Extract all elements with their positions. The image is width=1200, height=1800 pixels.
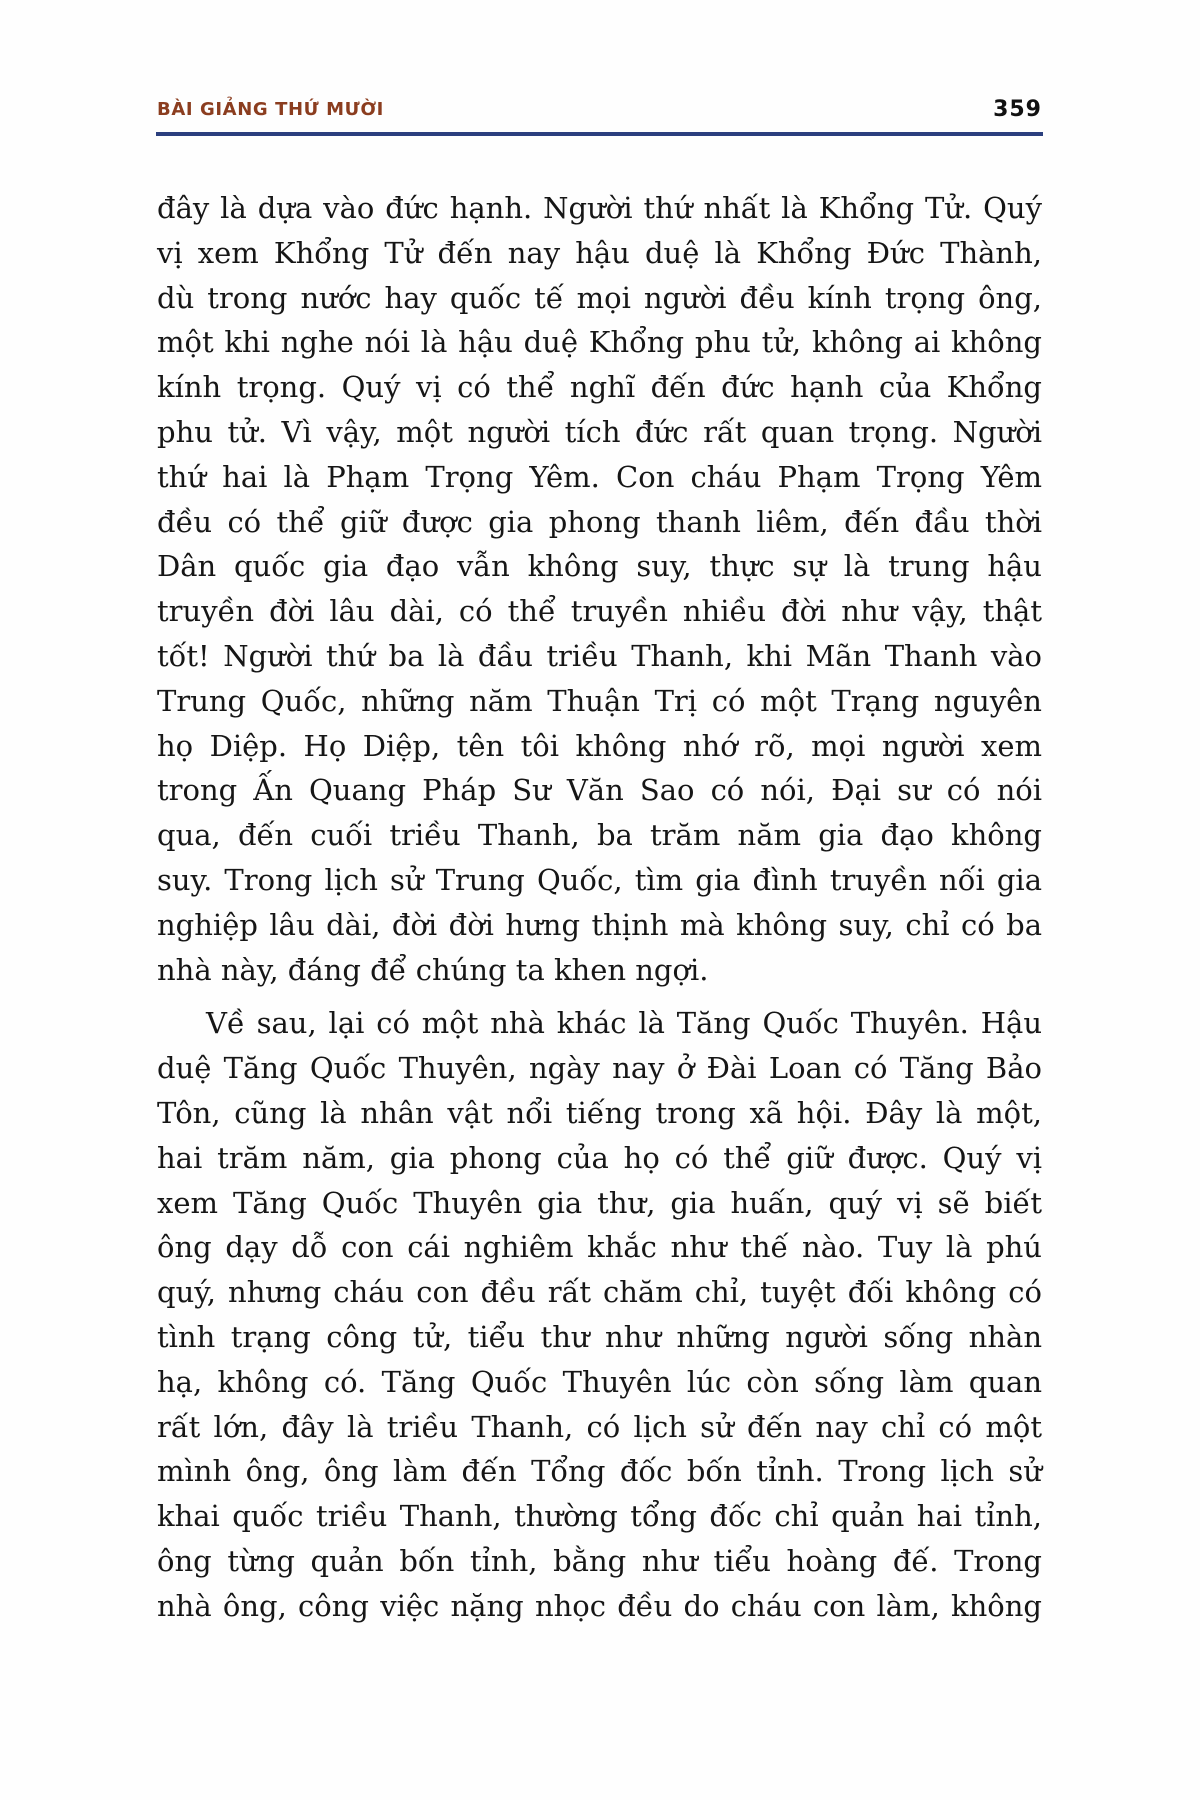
text-line: Về sau, lại có một nhà khác là Tăng Quốc Thuyên. Hậu (206, 1006, 1042, 1041)
text-line: hạ, không có. Tăng Quốc Thuyên lúc còn sống làm quan (157, 1364, 1042, 1399)
text-line: truyền đời lâu dài, có thể truyền nhiều đời như vậy, thật (157, 594, 1042, 629)
text-line: đây là dựa vào đức hạnh. Người thứ nhất là Khổng Tử. Quý (157, 191, 1042, 225)
text-line: nhà này, đáng để chúng ta khen ngợi. (157, 952, 709, 987)
text-line: qua, đến cuối triều Thanh, ba trăm năm gia đạo không (157, 818, 1042, 853)
text-line: kính trọng. Quý vị có thể nghĩ đến đức hạnh của Khổng (157, 370, 1042, 405)
text-line: Tôn, cũng là nhân vật nổi tiếng trong xã hội. Đây là một, (157, 1095, 1042, 1130)
text-line: đều có thể giữ được gia phong thanh liêm, đến đầu thời (157, 504, 1042, 539)
running-head-title: BÀI GIẢNG THỨ MƯỜI (157, 99, 384, 120)
text-line: rất lớn, đây là triều Thanh, có lịch sử đến nay chỉ có một (157, 1409, 1042, 1444)
text-line: thứ hai là Phạm Trọng Yêm. Con cháu Phạm Trọng Yêm (157, 459, 1042, 494)
text-line: tốt! Người thứ ba là đầu triều Thanh, khi Mãn Thanh vào (157, 638, 1042, 673)
text-line: một khi nghe nói là hậu duệ Khổng phu tử, không ai không (157, 325, 1042, 360)
text-line: nghiệp lâu dài, đời đời hưng thịnh mà không suy, chỉ có ba (157, 907, 1042, 942)
text-line: hai trăm năm, gia phong của họ có thể giữ được. Quý vị (157, 1140, 1042, 1175)
text-line: họ Diệp. Họ Diệp, tên tôi không nhớ rõ, mọi người xem (157, 728, 1042, 763)
paragraph-2 (157, 1001, 1042, 1628)
text-line: phu tử. Vì vậy, một người tích đức rất quan trọng. Người (157, 414, 1042, 449)
text-line: mình ông, ông làm đến Tổng đốc bốn tỉnh. Trong lịch sử (157, 1454, 1042, 1489)
page-number: 359 (993, 97, 1042, 122)
paragraph-1 (157, 186, 1042, 992)
text-line: dù trong nước hay quốc tế mọi người đều kính trọng ông, (157, 280, 1042, 315)
text-line: suy. Trong lịch sử Trung Quốc, tìm gia đình truyền nối gia (157, 862, 1042, 897)
text-line: quý, nhưng cháu con đều rất chăm chỉ, tuyệt đối không có (157, 1275, 1042, 1310)
text-line: trong Ấn Quang Pháp Sư Văn Sao có nói, Đại sư có nói (157, 773, 1042, 808)
header-rule (156, 132, 1043, 136)
body-text (157, 186, 1042, 1629)
text-line: nhà ông, công việc nặng nhọc đều do cháu con làm, không (157, 1588, 1042, 1623)
text-line: tình trạng công tử, tiểu thư như những người sống nhàn (157, 1319, 1042, 1354)
text-line: duệ Tăng Quốc Thuyên, ngày nay ở Đài Loan có Tăng Bảo (157, 1051, 1042, 1086)
text-line: vị xem Khổng Tử đến nay hậu duệ là Khổng Đức Thành, (157, 235, 1042, 270)
text-line: xem Tăng Quốc Thuyên gia thư, gia huấn, quý vị sẽ biết (157, 1185, 1042, 1220)
text-line: Dân quốc gia đạo vẫn không suy, thực sự là trung hậu (157, 549, 1042, 584)
text-line: Trung Quốc, những năm Thuận Trị có một Trạng nguyên (157, 683, 1042, 718)
text-line: khai quốc triều Thanh, thường tổng đốc chỉ quản hai tỉnh, (157, 1499, 1042, 1534)
text-line: ông dạy dỗ con cái nghiêm khắc như thế nào. Tuy là phú (157, 1230, 1042, 1265)
text-line: ông từng quản bốn tỉnh, bằng như tiểu hoàng đế. Trong (157, 1543, 1042, 1578)
